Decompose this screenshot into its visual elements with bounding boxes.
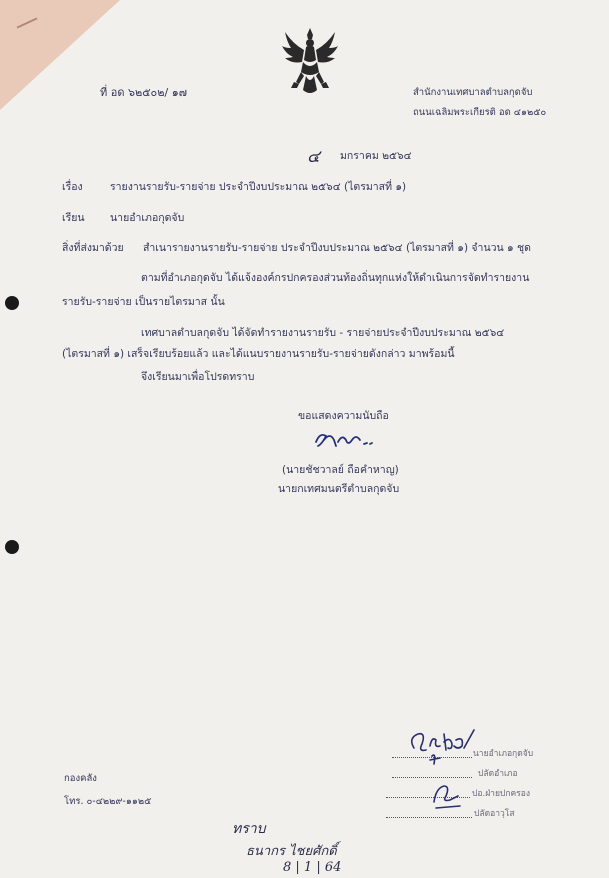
reference-number: ที่ อด ๖๒๕๐๒/ ๑๗ [100,86,187,99]
approval-label: ปอ.ฝ่ายปกครอง [472,789,530,799]
garuda-emblem-icon [279,26,341,98]
department-name: กองคลัง [64,773,97,784]
handwritten-note-name: ธนากร ไชยศักดิ์ [246,844,337,859]
paragraph2-line2: (ไตรมาสที่ ๑) เสร็จเรียบร้อยแล้ว และได้แนบรายงานรายรับ-รายจ่ายดังกล่าว มาพร้อมนี้ [62,348,455,360]
approval-dotted-line [386,817,472,818]
handwritten-note-date: 8 | 1 | 64 [283,860,342,875]
subject-text: รายงานรายรับ-รายจ่าย ประจำปีงบประมาณ ๒๕๖๔ (ไตรมาสที่ ๑) [110,181,407,193]
date-day: ๔ [307,147,320,167]
recipient-text: นายอำเภอกุดจับ [110,212,185,224]
mayor-signature [312,428,382,452]
signer-title: นายกเทศมนตรีตำบลกุดจับ [278,483,400,495]
enclosure-label: สิ่งที่ส่งมาด้วย [62,242,124,254]
date-month-year: มกราคม ๒๕๖๔ [340,150,412,162]
closing-line: จึงเรียนมาเพื่อโปรดทราบ [141,371,255,383]
recipient-label: เรียน [62,212,85,224]
handwritten-note-ack: ทราบ [232,821,266,837]
enclosure-text: สำเนารายงานรายรับ-รายจ่าย ประจำปีงบประมาณ ๒๕๖๔ (ไตรมาสที่ ๑) จำนวน ๑ ชุด [143,242,531,254]
regards-line: ขอแสดงความนับถือ [298,410,389,422]
approver-signature-1 [404,726,478,770]
office-address: ถนนเฉลิมพระเกียรติ อด ๔๑๒๕๐ [413,107,547,118]
office-name: สำนักงานเทศบาลตำบลกุดจับ [413,87,533,98]
approver-signature-2 [428,778,468,812]
paragraph1-line2: รายรับ-รายจ่าย เป็นรายไตรมาส นั้น [62,296,225,308]
paragraph2-line1: เทศบาลตำบลกุดจับ ได้จัดทำรายงานรายรับ - รายจ่ายประจำปีงบประมาณ ๒๕๖๔ [141,327,505,339]
approval-label: ปลัดอาวุโส [474,809,515,819]
approval-label: ปลัดอำเภอ [478,769,518,779]
punch-hole-bottom [5,540,19,554]
approval-label: นายอำเภอกุดจับ [473,749,534,759]
signer-name: (นายชัชวาลย์ ถือคำหาญ) [282,464,399,476]
punch-hole-top [5,296,19,310]
subject-label: เรื่อง [62,181,83,193]
department-phone: โทร. ๐-๔๒๒๙-๑๑๒๕ [64,796,152,807]
paragraph1-line1: ตามที่อำเภอกุดจับ ได้แจ้งองค์กรปกครองส่วนท้องถิ่นทุกแห่งให้ดำเนินการจัดทำรายงาน [141,272,530,284]
